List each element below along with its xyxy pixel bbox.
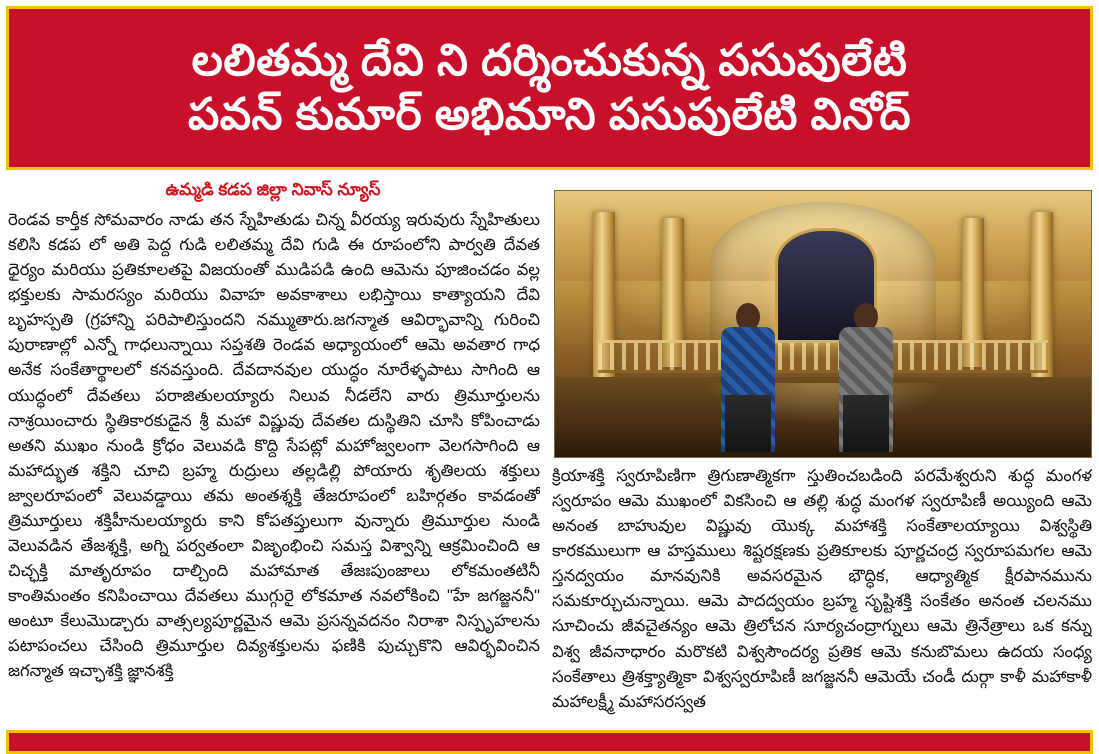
temple-railing — [598, 340, 1048, 373]
article-right-column-text: క్రియాశక్తి స్వరూపిణిగా త్రిగుణాత్మికగా స్తుతించబడింది పరమేశ్వరుని శుద్ధ మంగళ స్వరూపం ఆమె ముఖంలో వికసించి ఆ తల్లి శుద్ధ మంగళ స్వరూపిణీ అయ్యింది ఆమె అనంత బాహువుల విష్ణువు యొక్క మహాశక్తి సంకేతాలయ్యాయి విశ్వస్థితి కారకములుగా ఆ హస్తములు శిష్టరక్షణకు ప్రతికూలకు పూర్ణచంద్ర స్వరూపమగల ఆమె స్తనద్వయం మానవునికి అవసరమైన భౌద్ధిక, ఆధ్యాత్మిక క్షీరపానమును సమకూర్చుచున్నాయి. ఆమె పాదద్వయం బ్రహ్మ సృష్టిశక్తి సంకేతం అనంత చలనము సూచించు జీవచైతన్యం ఆమె త్రిలోచన సూర్యచంద్రాగ్నులు ఆమె త్రినేత్రాలు ఒక కన్ను విశ్వ జీవనాధారం మరొకటి విశ్వసౌందర్య ప్రతిక ఆమె కనుబొమలు ఉదయ సంధ్య సంకేతాలు త్రిశక్త్యాత్మికా విశ్వస్వరూపిణీ జగజ్జననీ ఆమెయే చండీ దుర్గా కాళీ మహాకాళీ మహాలక్ష్మీ మహాసరస్వత — [552, 467, 1092, 711]
person-legs — [843, 395, 889, 452]
headline-line-2: పవన్ కుమార్ అభిమాని పసుపులేటి వినోద్ — [187, 90, 912, 139]
article-left-column-text: రెండవ కార్తీక సోమవారం నాడు తన స్నేహితుడు చిన్న వీరయ్య ఇరువురు స్నేహితులు కలిసి కడప లో అతి పెద్ద గుడి లలితమ్మ దేవి గుడి ఈ రూపంలోని పార్వతి దేవత ధైర్యం మరియు ప్రతికూలతపై విజయంతో ముడిపడి ఉంది ఆమెను పూజించడం వల్ల భక్తులకు సామరస్యం మరియు వివాహ అవకాశాలు లభిస్తాయి కాత్యాయని దేవి బృహస్పతి (గ్రహాన్ని పరిపాలిస్తుందని నమ్ముతారు.జగన్మాత ఆవిర్భావాన్ని గురించి పురాణాల్లో ఎన్నో గాధలున్నాయి సప్తశతి రెండవ అధ్యాయంలో ఆమె అవతార గాధ అనేక సంకేతార్థాలలో కనవస్తుంది. దేవదానవుల యుద్ధం నూరేళ్ళపాటు సాగింది ఆ యుద్ధంలో దేవతలు పరాజితులయ్యారు నిలువ నీడలేని వారు త్రిమూర్తులను నాశ్రయించారు స్థితికారకుడైన శ్రీ మహా విష్ణువు దేవతల దుస్థితిని చూసి కోపించాడు అతని ముఖం నుండి క్రోధం వెలువడి కొద్ది సేపట్లో మహోజ్వలంగా వెలగసాగింది ఆ మహాద్భుత శక్తిని చూచి బ్రహ్మ రుద్రులు తల్లడిల్లి పోయారు శృతిలయ శక్తులు జ్వాలరూపంలో వెలువడ్డాయి తమ అంతశ్శక్తి తేజరూపంలో బహిర్గతం కావడంతో త్రిమూర్తులు శక్తిహీనులయ్యారు కాని కోపతప్తులుగా వున్నారు త్రిమూర్తుల నుండి వెలువడిన తేజశ్శక్తి, అగ్ని పర్వతంలా విజృంభించి సమస్త విశ్వాన్ని ఆక్రమించింది ఆ చిచ్ఛక్తి మాతృరూపం దాల్చింది మహామాత తేజఃపుంజాలు లోకమంతటినీ కాంతిమంతం కనిపించాయి దేవతలు ముగ్గురై లోకమాత నవలోకించి "హే జగజ్జననీ" అంటూ కేలుమొడ్చారు వాత్సల్యపూర్ణమైన ఆమె ప్రసన్నవదనం నిరాశా నిస్పృహలను పటాపంచలు చేసింది త్రిమూర్తుల దివ్యశక్తులను ఫణికి పుచ్చుకొని ఆవిర్భవించిన జగన్మాత ఇచ్ఛాశక్తి జ్ఞానశక్తి — [8, 211, 540, 681]
article-subhead: ఉమ్మడి కడప జిల్లా నివాస్ న్యూస్ — [165, 180, 381, 199]
temple-photo-image — [555, 191, 1091, 457]
devotee-person-right — [834, 303, 898, 452]
temple-photo — [554, 190, 1092, 458]
article-left-column — [8, 208, 540, 724]
headline-line-1: లలితమ్మ దేవి ని దర్శించుకున్న పసుపులేటి — [191, 36, 908, 86]
person-legs — [725, 395, 771, 452]
devotee-person-left — [716, 303, 780, 452]
temple-floor-reflection — [651, 383, 994, 457]
headline-banner — [6, 6, 1093, 170]
article-right-column — [552, 464, 1092, 726]
bottom-banner — [6, 730, 1093, 754]
article-content — [0, 176, 1099, 728]
